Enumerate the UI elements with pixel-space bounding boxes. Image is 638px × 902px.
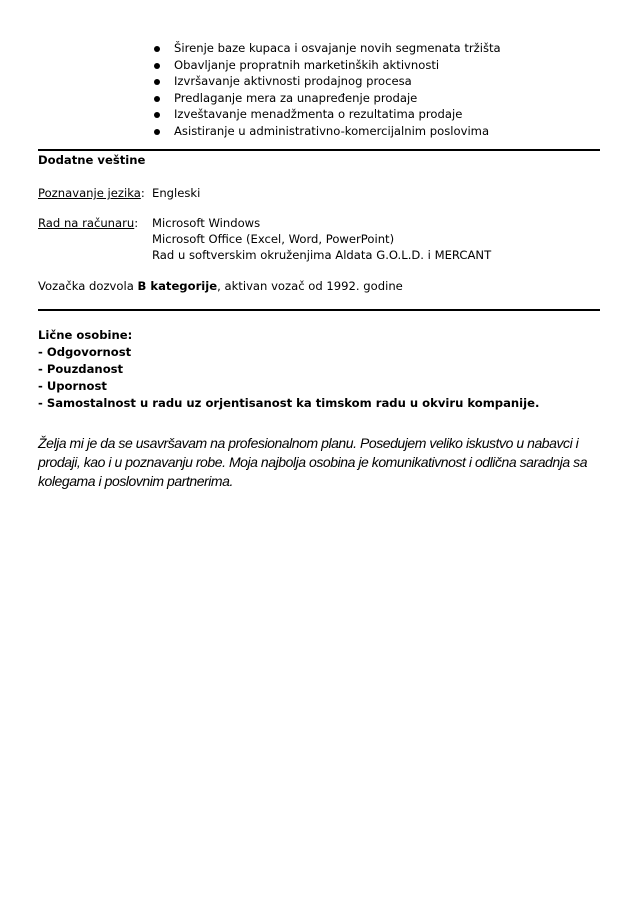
bullet-icon xyxy=(154,63,160,69)
bullet-icon xyxy=(154,96,160,102)
closing-paragraph: Želja mi je da se usavršavam na profesionalnom planu. Posedujem veliko iskustvo u nabavci i prodaji, kao i u poznavanju robe. Moja najbolja osobina je komunikativnost i odlična saradnja sa kolegama i poslovnim partnerima. xyxy=(38,435,588,489)
bullet-icon xyxy=(154,79,160,85)
computer-line: Rad u softverskim okruženjima Aldata G.O.L.D. i MERCANT xyxy=(152,248,492,262)
personal-heading: Lične osobine: xyxy=(38,328,133,342)
list-item: Širenje baze kupaca i osvajanje novih segmenata tržišta xyxy=(152,40,501,57)
section-divider xyxy=(38,309,600,311)
computer-label-row: Rad na računaru: xyxy=(38,216,139,230)
languages-label: Poznavanje jezika xyxy=(38,186,141,200)
list-item: Obavljanje propratnih marketinških aktivnosti xyxy=(152,57,501,74)
list-item: Predlaganje mera za unapređenje prodaje xyxy=(152,90,501,107)
section-divider xyxy=(38,149,600,151)
computer-line: Microsoft Windows xyxy=(152,216,261,230)
bullet-icon xyxy=(154,46,160,52)
bullet-icon xyxy=(154,129,160,135)
list-item: Izveštavanje menadžmenta o rezultatima prodaje xyxy=(152,106,501,123)
list-item: Izvršavanje aktivnosti prodajnog procesa xyxy=(152,73,501,90)
license-category: B kategorije xyxy=(137,279,218,293)
skills-heading: Dodatne veštine xyxy=(38,153,146,167)
bullet-icon xyxy=(154,112,160,118)
trait-item: - Samostalnost u radu uz orjentisanost ka timskom radu u okviru kompanije. xyxy=(38,396,540,410)
personal-traits xyxy=(38,327,539,412)
computer-label: Rad na računaru xyxy=(38,216,135,230)
trait-item: - Pouzdanost xyxy=(38,362,124,376)
trait-item: - Odgovornost xyxy=(38,345,132,359)
responsibilities-list xyxy=(152,40,501,140)
list-item: Asistiranje u administrativno-komercijalnim poslovima xyxy=(152,123,501,140)
trait-item: - Upornost xyxy=(38,379,107,393)
languages-value: Engleski xyxy=(152,186,201,200)
computer-line: Microsoft Office (Excel, Word, PowerPoint) xyxy=(152,232,395,246)
languages-label-row: Poznavanje jezika: xyxy=(38,186,145,200)
driving-license: Vozačka dozvola B kategorije, aktivan vozač od 1992. godine xyxy=(38,279,403,293)
